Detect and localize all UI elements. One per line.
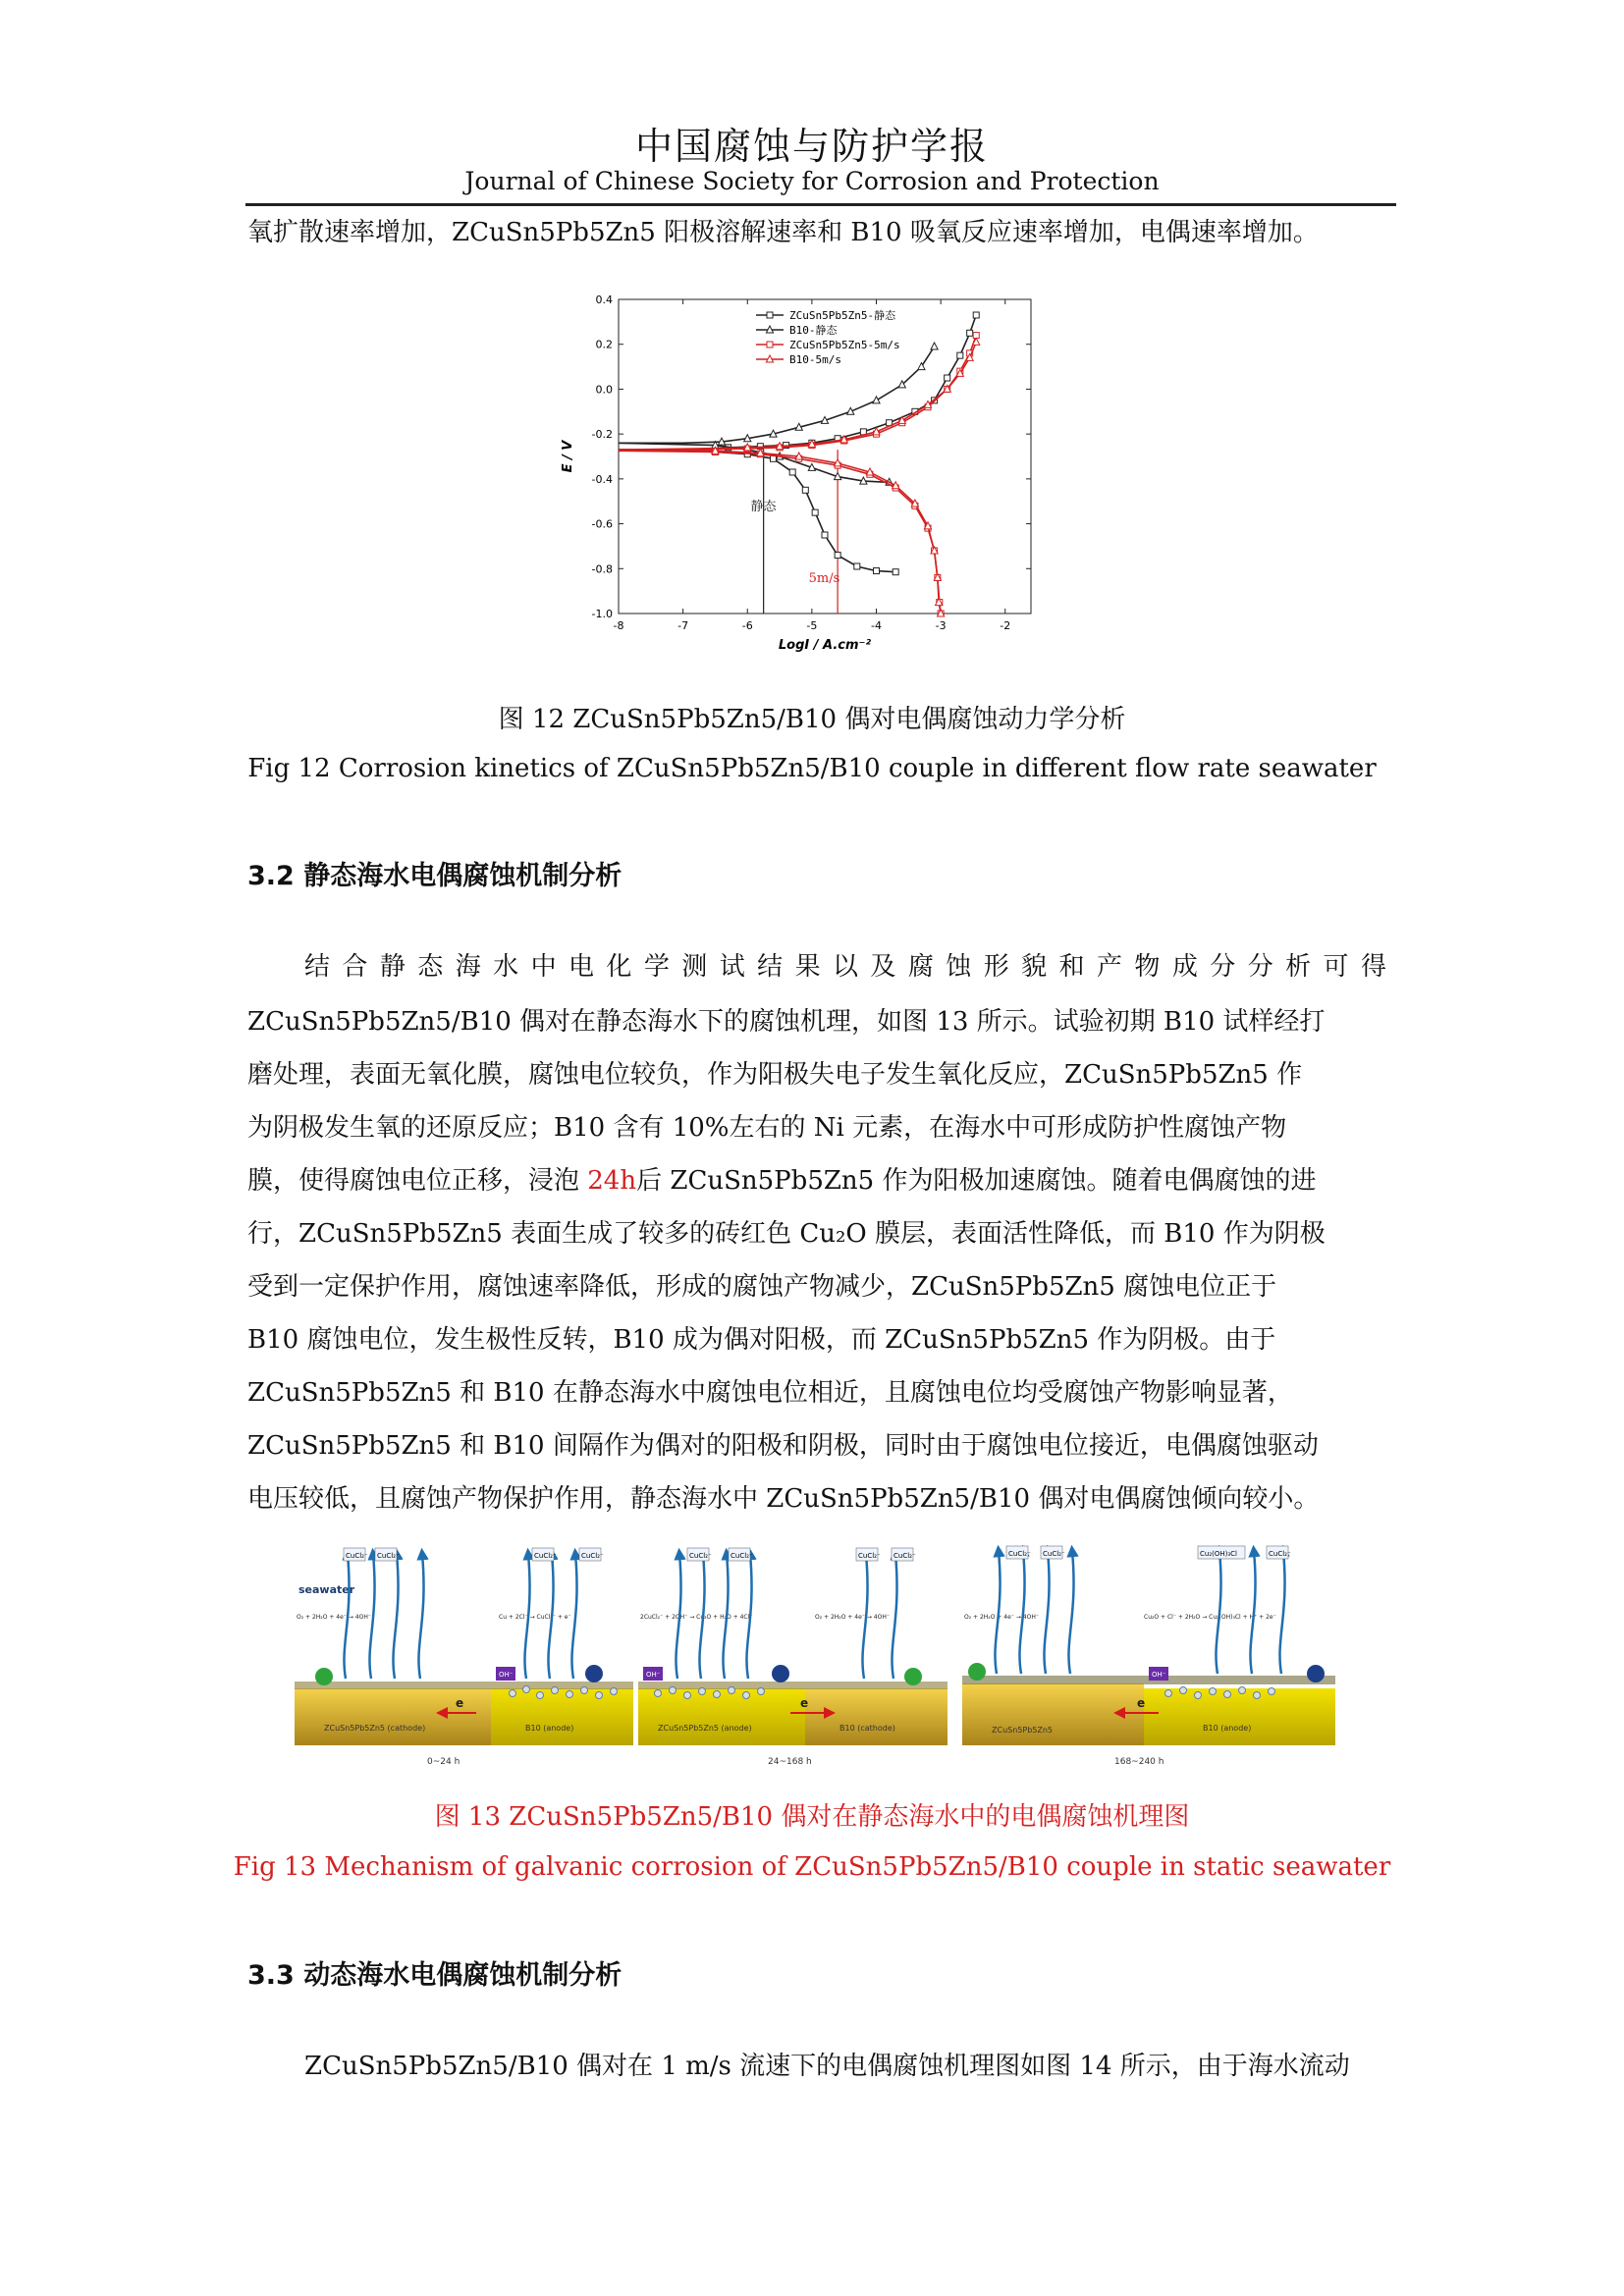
para-line-part: 后 ZCuSn5Pb5Zn5 作为阳极加速腐蚀。随着电偶腐蚀的进 bbox=[636, 1166, 1317, 1196]
zcu-label: ZCuSn5Pb5Zn5 bbox=[992, 1726, 1054, 1735]
hydroxide-label: OH⁻ bbox=[646, 1671, 661, 1679]
data-point bbox=[957, 352, 963, 358]
y-tick-label: -1.0 bbox=[591, 608, 613, 620]
x-tick-label: -8 bbox=[613, 619, 624, 632]
legend-label: B10-静态 bbox=[789, 324, 838, 337]
species-label: CuCl₂⁻ bbox=[534, 1552, 557, 1560]
x-tick-label: -2 bbox=[1000, 619, 1011, 632]
fig12-caption-cn: 图 12 ZCuSn5Pb5Zn5/B10 偶对电偶腐蚀动力学分析 bbox=[498, 705, 1126, 734]
b10-substrate bbox=[1144, 1688, 1335, 1745]
zcu-label: ZCuSn5Pb5Zn5 (cathode) bbox=[324, 1724, 426, 1733]
legend-marker bbox=[767, 342, 773, 347]
para-line: ZCuSn5Pb5Zn5 和 B10 在静态海水中腐蚀电位相近，且腐蚀电位均受腐蚀产物影响显著， bbox=[247, 1378, 1293, 1408]
species-label: CuCl₂⁻ bbox=[1269, 1550, 1291, 1558]
para-line bbox=[247, 1166, 1386, 1196]
zcu-substrate bbox=[638, 1688, 805, 1745]
chloride-ion bbox=[585, 1665, 603, 1682]
species-label: CuCl₂⁻ bbox=[731, 1552, 753, 1560]
data-point bbox=[893, 569, 898, 575]
data-point bbox=[812, 509, 818, 515]
species-label: CuCl₂⁻ bbox=[346, 1552, 368, 1560]
section-3-2-title: 3.2 静态海水电偶腐蚀机制分析 bbox=[247, 861, 623, 891]
para-line: ZCuSn5Pb5Zn5/B10 偶对在 1 m/s 流速下的电偶腐蚀机理图如图 14 所示，由于海水流动 bbox=[304, 2052, 1350, 2081]
data-point bbox=[873, 397, 880, 403]
x-tick-label: -6 bbox=[741, 619, 753, 632]
time-label: 24~168 h bbox=[768, 1757, 812, 1767]
diffusion-arrows bbox=[995, 1551, 1284, 1674]
oxygen-bubble bbox=[315, 1668, 333, 1685]
y-tick-label: 0.4 bbox=[595, 294, 613, 306]
fig13-caption-en: Fig 13 Mechanism of galvanic corrosion of ZCuSn5Pb5Zn5/B10 couple in static seawater bbox=[233, 1852, 1391, 1882]
x-tick-label: -7 bbox=[677, 619, 689, 632]
hydroxide-label: OH⁻ bbox=[499, 1671, 514, 1679]
journal-title-cn: 中国腐蚀与防护学报 bbox=[634, 125, 989, 168]
species-label: CuCl₂⁻ bbox=[858, 1552, 881, 1560]
time-label: 0~24 h bbox=[427, 1757, 460, 1767]
species-label: CuCl₂⁻ bbox=[377, 1552, 400, 1560]
equation-label: Cu₂O + Cl⁻ + 2H₂O → Cu₂(OH)₃Cl + H⁺ + 2e⁻ bbox=[1144, 1614, 1276, 1621]
chloride-ion bbox=[1307, 1665, 1325, 1682]
series-line bbox=[619, 450, 941, 614]
data-point bbox=[945, 375, 950, 381]
equation-label: 2CuCl₂⁻ + 2OH⁻ → Cu₂O + H₂O + 4Cl⁻ bbox=[640, 1614, 753, 1621]
para-line: B10 腐蚀电位，发生极性反转，B10 成为偶对阳极，而 ZCuSn5Pb5Zn5 作为阴极。由于 bbox=[247, 1325, 1276, 1355]
para-line: 受到一定保护作用，腐蚀速率降低，形成的腐蚀产物减少，ZCuSn5Pb5Zn5 腐蚀电位正于 bbox=[247, 1272, 1277, 1302]
electron-label: e bbox=[456, 1696, 464, 1710]
data-point bbox=[822, 532, 828, 538]
x-axis-label: LogI / A.cm⁻² bbox=[778, 638, 872, 653]
species-label: CuCl₂⁻ bbox=[1043, 1550, 1065, 1558]
para-line: 行，ZCuSn5Pb5Zn5 表面生成了较多的砖红色 Cu₂O 膜层，表面活性降低，而 B10 作为阴极 bbox=[247, 1219, 1326, 1249]
y-tick-label: -0.6 bbox=[591, 517, 613, 531]
electron-label: e bbox=[800, 1696, 809, 1710]
equation-label: O₂ + 2H₂O + 4e⁻ → 4OH⁻ bbox=[964, 1614, 1040, 1621]
section-3-3-title: 3.3 动态海水电偶腐蚀机制分析 bbox=[247, 1960, 623, 1991]
para-line: ZCuSn5Pb5Zn5 和 B10 间隔作为偶对的阳极和阴极，同时由于腐蚀电位接近，电偶腐蚀驱动 bbox=[247, 1431, 1319, 1461]
b10-substrate bbox=[805, 1688, 947, 1745]
legend-label: B10-5m/s bbox=[789, 353, 841, 366]
panel-0-24h bbox=[295, 1548, 633, 1767]
para-line: 结合静态海水中电化学测试结果以及腐蚀形貌和产物成分分析可得 bbox=[304, 952, 1386, 982]
species-label: CuCl₂⁻ bbox=[581, 1552, 604, 1560]
time-label: 168~240 h bbox=[1114, 1757, 1164, 1767]
x-tick-label: -3 bbox=[935, 619, 947, 632]
fig13-caption-cn: 图 13 ZCuSn5Pb5Zn5/B10 偶对在静态海水中的电偶腐蚀机理图 bbox=[434, 1802, 1190, 1832]
equation-label: Cu + 2Cl⁻ → CuCl₂⁻ + e⁻ bbox=[499, 1614, 571, 1621]
species-label: CuCl₂⁻ bbox=[1008, 1550, 1031, 1558]
annotation: 5m/s bbox=[808, 571, 840, 586]
mechanism-diagram bbox=[285, 1536, 1355, 1782]
oxygen-bubble bbox=[904, 1668, 922, 1685]
data-point bbox=[931, 343, 938, 349]
fig12-caption-en: Fig 12 Corrosion kinetics of ZCuSn5Pb5Zn5/B10 couple in different flow rate seawater bbox=[247, 754, 1377, 783]
annotation: 静态 bbox=[750, 499, 777, 514]
y-tick-label: -0.8 bbox=[591, 562, 613, 576]
para-line: ZCuSn5Pb5Zn5/B10 偶对在静态海水下的腐蚀机理，如图 13 所示。试验初期 B10 试样经打 bbox=[247, 1007, 1326, 1037]
journal-title-en: Journal of Chinese Society for Corrosion and Protection bbox=[464, 167, 1160, 195]
para-line: 为阴极发生氧的还原反应；B10 含有 10%左右的 Ni 元素，在海水中可形成防护性腐蚀产物 bbox=[247, 1113, 1287, 1143]
intro-line: 氧扩散速率增加，ZCuSn5Pb5Zn5 阳极溶解速率和 B10 吸氧反应速率增加，电偶速率增加。 bbox=[247, 218, 1319, 247]
legend-label: ZCuSn5Pb5Zn5-静态 bbox=[789, 309, 896, 322]
y-tick-label: 0.0 bbox=[595, 383, 613, 397]
highlight-24h: 24h bbox=[587, 1166, 637, 1196]
data-point bbox=[973, 312, 979, 318]
para-line-part: 膜，使得腐蚀电位正移，浸泡 bbox=[247, 1166, 588, 1196]
equation-label: O₂ + 2H₂O + 4e⁻ → 4OH⁻ bbox=[815, 1614, 891, 1621]
data-point bbox=[835, 553, 840, 559]
film-layer bbox=[638, 1682, 947, 1689]
seawater-label: seawater bbox=[298, 1583, 355, 1596]
y-tick-label: -0.4 bbox=[591, 472, 613, 486]
hydroxide-label: OH⁻ bbox=[1152, 1671, 1166, 1679]
y-axis-label: E / V bbox=[561, 440, 575, 473]
zcu-label: ZCuSn5Pb5Zn5 (anode) bbox=[658, 1724, 752, 1733]
data-point bbox=[967, 330, 973, 336]
species-label: CuCl₂⁻ bbox=[893, 1552, 916, 1560]
data-point bbox=[802, 487, 808, 493]
data-point bbox=[789, 469, 795, 475]
chloride-ion bbox=[772, 1665, 789, 1682]
legend-marker bbox=[767, 312, 773, 318]
b10-label: B10 (cathode) bbox=[839, 1724, 895, 1733]
series-line bbox=[619, 451, 941, 614]
electron-label: e bbox=[1137, 1696, 1146, 1710]
species-label: Cu₂(OH)₃Cl bbox=[1200, 1550, 1238, 1558]
data-point bbox=[874, 568, 880, 574]
panel-168-240h bbox=[962, 1546, 1335, 1767]
y-tick-label: 0.2 bbox=[595, 338, 613, 351]
header-rule bbox=[245, 203, 1396, 206]
y-tick-label: -0.2 bbox=[591, 428, 613, 442]
para-line: 磨处理，表面无氧化膜，腐蚀电位较负，作为阳极失电子发生氧化反应，ZCuSn5Pb5Zn5 作 bbox=[247, 1060, 1303, 1090]
zcu-substrate bbox=[962, 1683, 1144, 1745]
x-tick-label: -5 bbox=[806, 619, 818, 632]
equation-label: O₂ + 2H₂O + 4e⁻ → 4OH⁻ bbox=[297, 1614, 372, 1621]
panel-24-168h bbox=[638, 1548, 947, 1767]
oxygen-bubble bbox=[968, 1663, 986, 1681]
b10-label: B10 (anode) bbox=[525, 1724, 574, 1733]
polarization-chart bbox=[550, 285, 1100, 667]
legend-label: ZCuSn5Pb5Zn5-5m/s bbox=[789, 339, 900, 351]
x-tick-label: -4 bbox=[871, 619, 882, 632]
species-label: CuCl₂⁻ bbox=[689, 1552, 712, 1560]
b10-label: B10 (anode) bbox=[1203, 1724, 1252, 1733]
para-line: 电压较低，且腐蚀产物保护作用，静态海水中 ZCuSn5Pb5Zn5/B10 偶对电偶腐蚀倾向较小。 bbox=[247, 1484, 1320, 1514]
data-point bbox=[854, 563, 860, 569]
